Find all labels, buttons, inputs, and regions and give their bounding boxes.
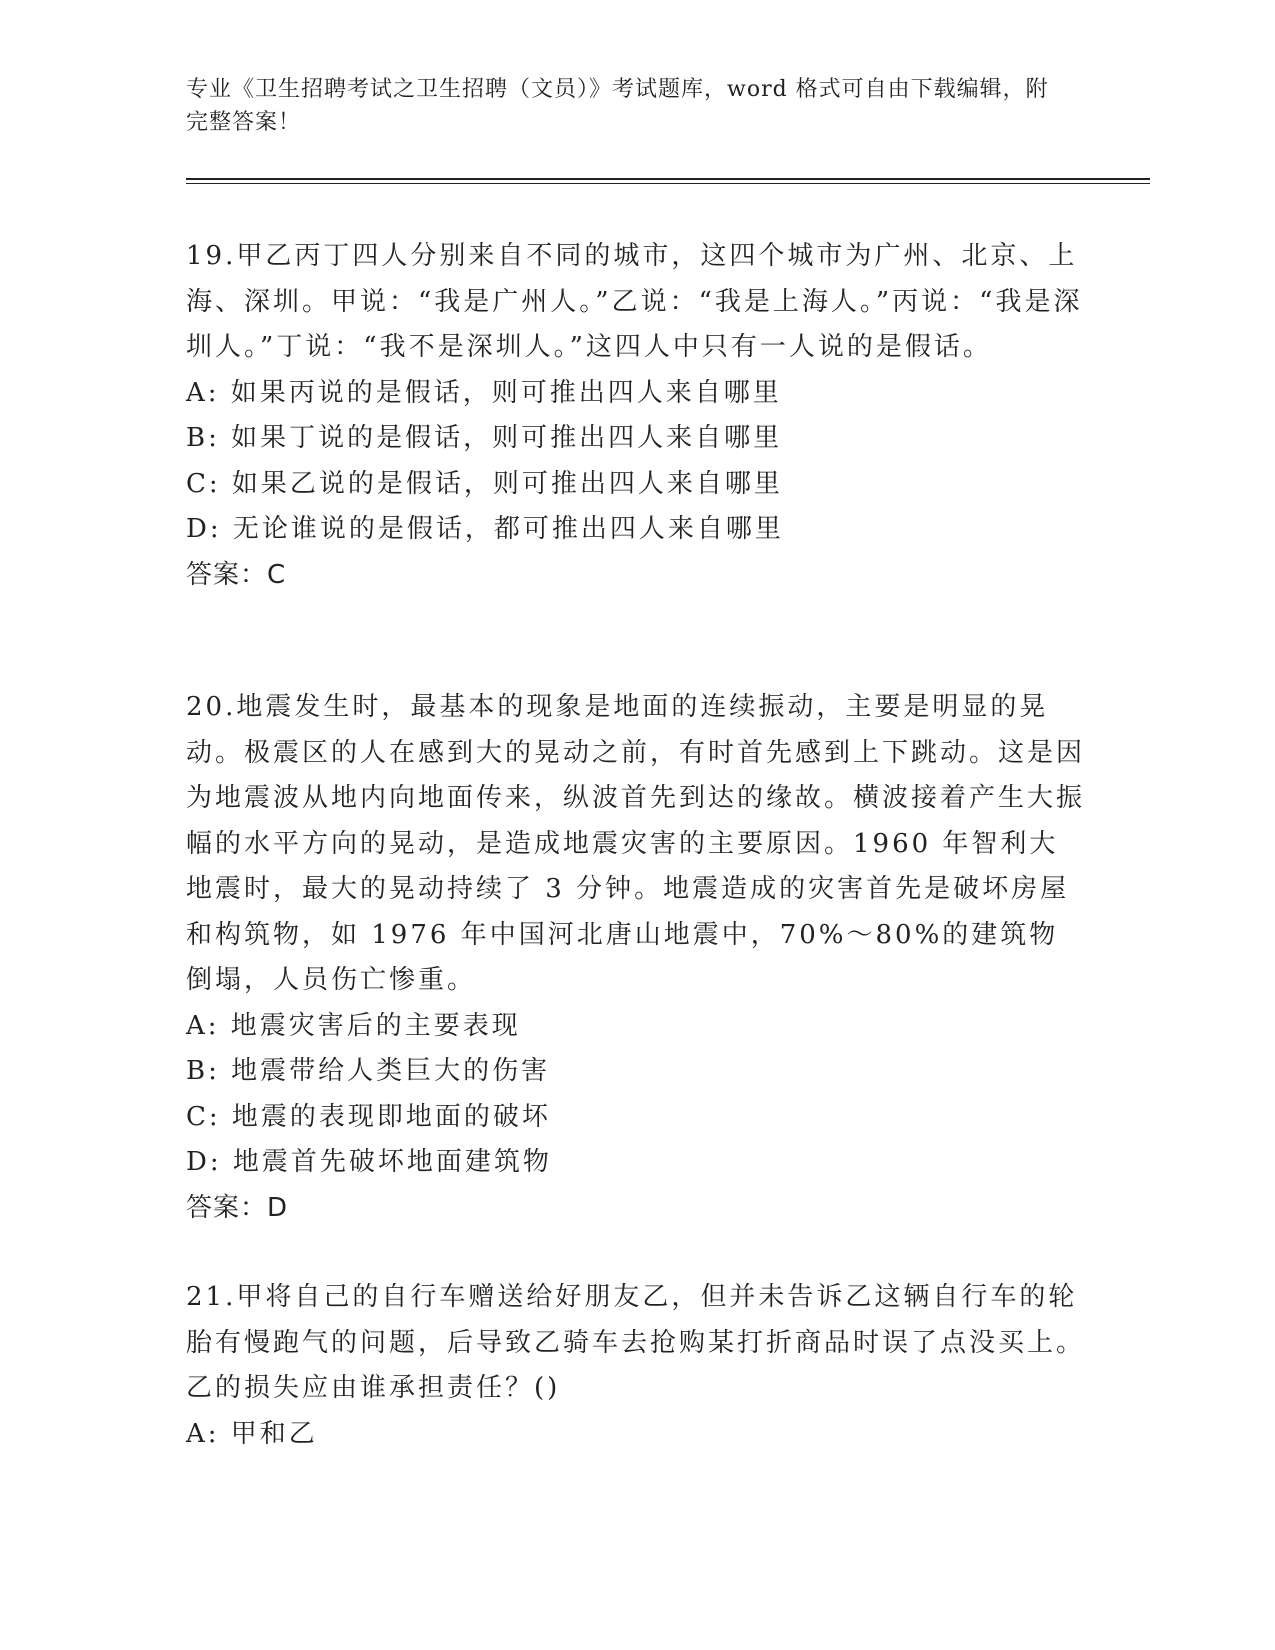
question-stem: 19.甲乙丙丁四人分别来自不同的城市，这四个城市为广州、北京、上海、深圳。甲说：“我是广州人。”乙说：“我是上海人。”丙说：“我是深圳人。”丁说：“我不是深圳人。”这四人中只有一人说的是假话。	[186, 241, 1083, 362]
option-d: D: 无论谁说的是假话，都可推出四人来自哪里	[186, 514, 784, 544]
question-19	[186, 234, 1086, 598]
option-d: D: 地震首先破坏地面建筑物	[186, 1147, 552, 1177]
answer: 答案：C	[186, 559, 287, 590]
header-divider-thick	[186, 178, 1150, 180]
option-c: C: 如果乙说的是假话，则可推出四人来自哪里	[186, 468, 783, 499]
option-b: B: 如果丁说的是假话，则可推出四人来自哪里	[186, 423, 783, 453]
header-divider-thin	[186, 183, 1150, 184]
document-header: 专业《卫生招聘考试之卫生招聘（文员）》考试题库，word 格式可自由下载编辑，附完整答案！	[186, 77, 1049, 135]
option-c: C: 地震的表现即地面的破坏	[186, 1101, 551, 1132]
option-a: A: 甲和乙	[186, 1418, 318, 1449]
question-stem: 21.甲将自己的自行车赠送给好朋友乙，但并未告诉乙这辆自行车的轮胎有慢跑气的问题，后导致乙骑车去抢购某打折商品时误了点没买上。乙的损失应由谁承担责任？()	[186, 1282, 1086, 1403]
answer: 答案：D	[186, 1192, 289, 1223]
option-a: A: 如果丙说的是假话，则可推出四人来自哪里	[186, 377, 782, 408]
question-20	[186, 685, 1086, 1231]
option-b: B: 地震带给人类巨大的伤害	[186, 1056, 551, 1086]
option-a: A: 地震灾害后的主要表现	[186, 1010, 521, 1041]
question-21	[186, 1275, 1086, 1457]
question-stem: 20.地震发生时，最基本的现象是地面的连续振动，主要是明显的晃动。极震区的人在感到大的晃动之前，有时首先感到上下跳动。这是因为地震波从地内向地面传来，纵波首先到达的缘故。横波接着产生大振幅的水平方向的晃动，是造成地震灾害的主要原因。1960 年智利大地震时，最大的晃动持续了 3 分钟。地震造成的灾害首先是破坏房屋和构筑物，如 1976 年中国河北唐山地震中，70%～80%的建筑物倒塌，人员伤亡惨重。	[186, 692, 1086, 995]
